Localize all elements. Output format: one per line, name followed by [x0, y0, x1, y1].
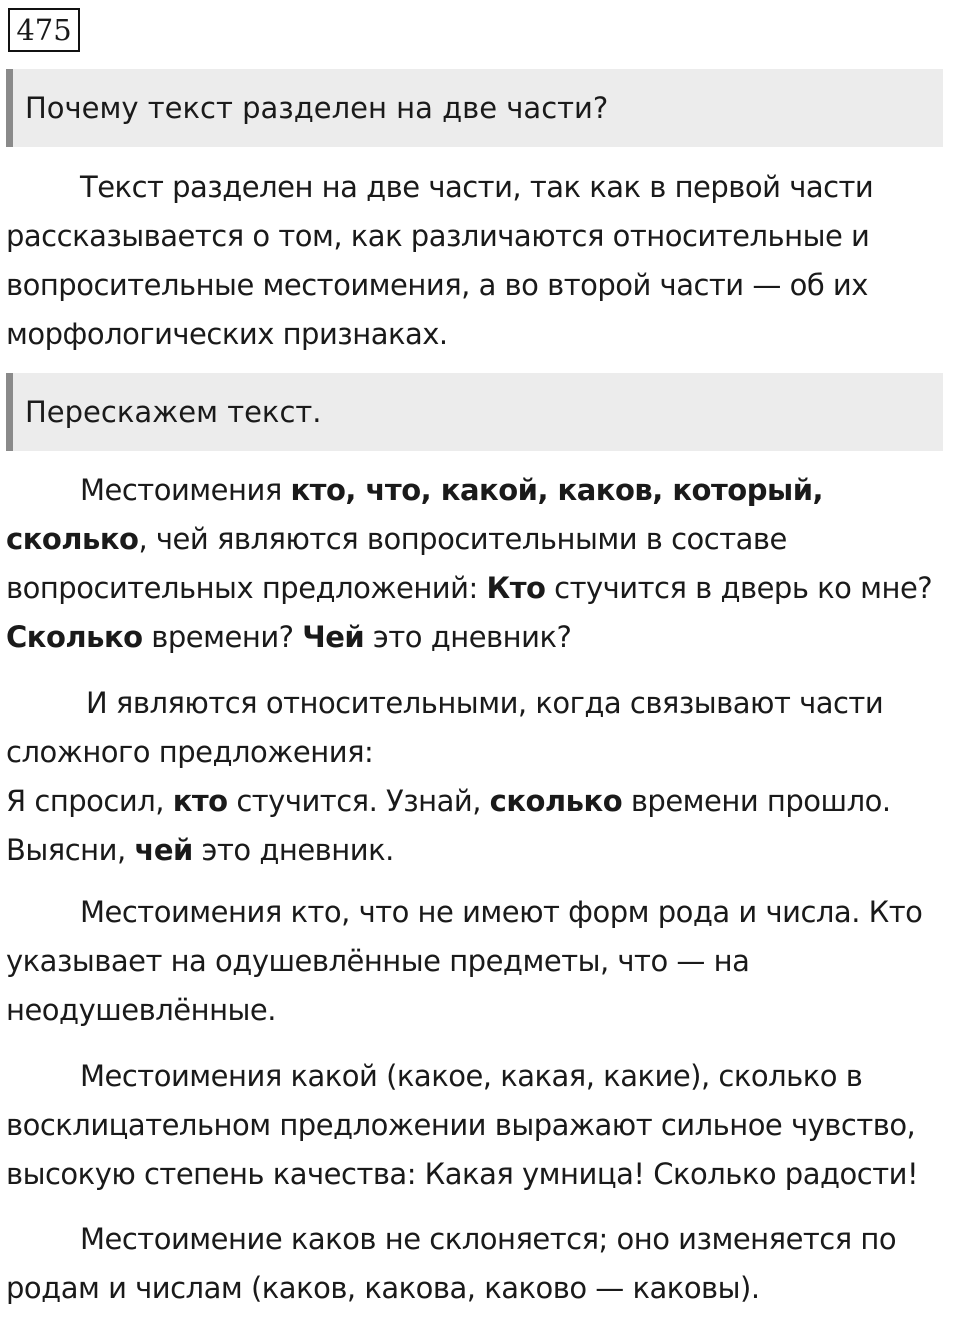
question-1-bar [6, 69, 943, 147]
question-2-text: Перескажем текст. [25, 395, 322, 429]
p2-text-2: стучится. Узнай, [227, 784, 490, 818]
p1-bold-2: Кто [486, 571, 546, 605]
p2-bold-2: сколько [489, 784, 623, 818]
p2-text-4: это дневник. [192, 833, 394, 867]
p2-text-1: Я спросил, [6, 784, 173, 818]
p3-text: Местоимения кто, что не имеют форм рода и числа. Кто указывает на одушевлённые предметы, что — на неодушевлённые. [6, 895, 923, 1027]
paragraph-1 [6, 466, 956, 662]
p1-text-1: Местоимения [80, 473, 291, 507]
p1-bold-3: Сколько [6, 620, 143, 654]
task-number: 475 [16, 13, 72, 47]
answer-1-text: Текст разделен на две части, так как в первой части рассказывается о том, как различаются относительные и вопросительные местоимения, а во второй части — об их морфологических признаках. [6, 170, 874, 351]
p1-text-4: времени? [142, 620, 303, 654]
paragraph-4 [6, 1052, 956, 1199]
question-1-text: Почему текст разделен на две части? [25, 91, 609, 125]
p2-bold-3: чей [134, 833, 193, 867]
task-number-box [8, 8, 80, 52]
p1-bold-4: Чей [302, 620, 365, 654]
p1-bold-1: кто, что, какой, каков, который, сколько [6, 473, 824, 556]
paragraph-2 [6, 679, 956, 875]
p1-text-3: стучится в дверь ко мне? [545, 571, 933, 605]
p5-text: Местоимение каков не склоняется; оно изменяется по родам и числам (каков, какова, каково — каковы). [6, 1222, 897, 1305]
question-2-bar [6, 373, 943, 451]
p1-text-2: , чей являются вопросительными в составе вопросительных предложений: [6, 522, 787, 605]
p2-line-1: И являются относительными, когда связывают части сложного предложения: [6, 686, 884, 769]
p1-text-5: это дневник? [364, 620, 572, 654]
p2-bold-1: кто [172, 784, 228, 818]
paragraph-5 [6, 1215, 956, 1313]
p4-text: Местоимения какой (какое, какая, какие), сколько в восклицательном предложении выражают сильное чувство, высокую степень качества: Какая умница! Сколько радости! [6, 1059, 919, 1191]
paragraph-3 [6, 888, 956, 1035]
p2-text-3: времени прошло. Выясни, [6, 784, 891, 867]
answer-1-paragraph [6, 163, 956, 359]
